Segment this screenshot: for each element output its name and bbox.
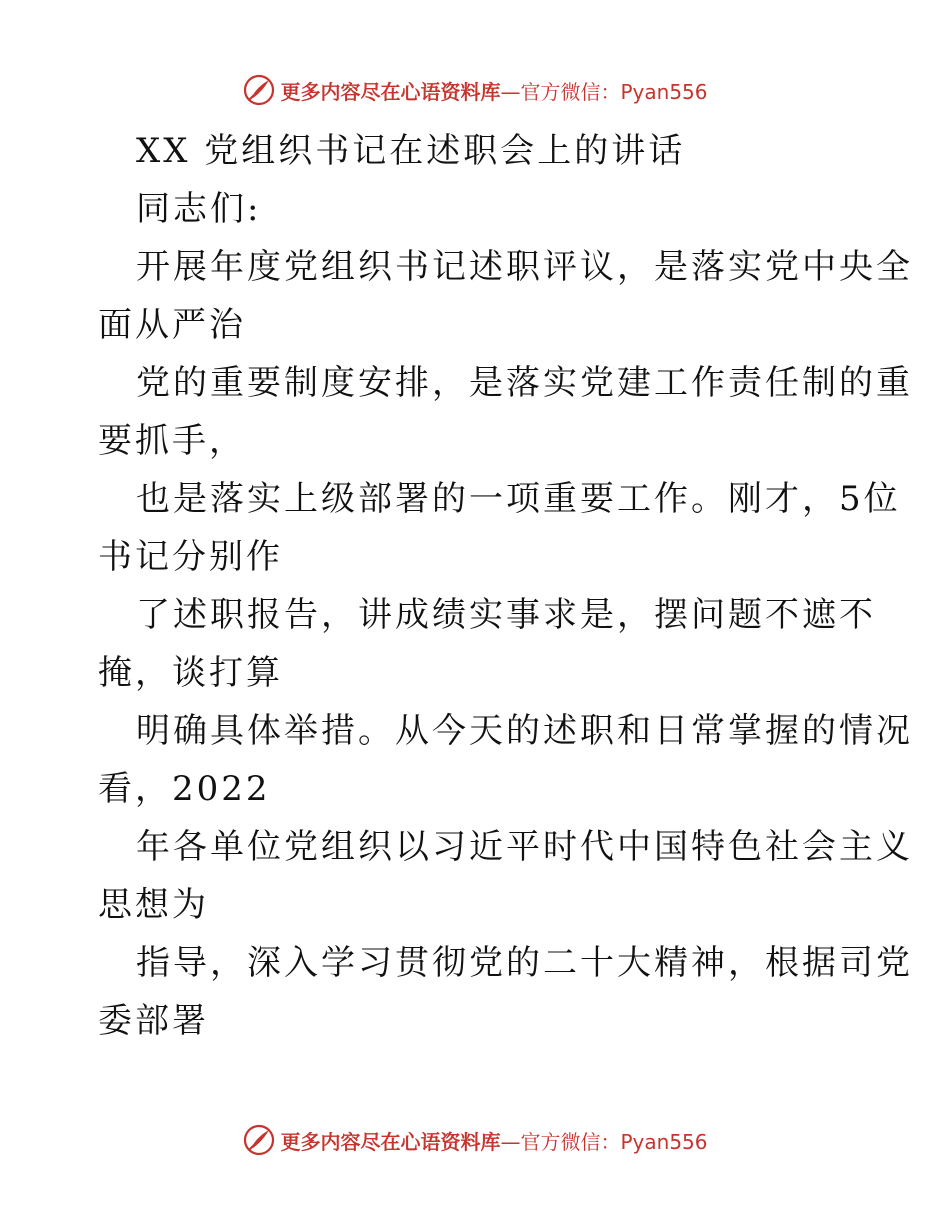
paragraph-line: 要抓手， — [98, 421, 246, 461]
paragraph-line: 也是落实上级部署的一项重要工作。刚才，5位 — [136, 479, 901, 519]
document-title: XX 党组织书记在述职会上的讲话 — [136, 131, 686, 171]
watermark-label: 官方微信： — [520, 79, 621, 104]
watermark-dash: — — [500, 1129, 521, 1154]
watermark-wechat-id: Pyan556 — [620, 79, 708, 104]
watermark-text — [280, 1126, 707, 1155]
paragraph-line: 看，2022 — [98, 769, 271, 809]
watermark-wechat-id: Pyan556 — [620, 1129, 708, 1154]
paragraph-line: 指导，深入学习贯彻党的二十大精神，根据司党 — [136, 943, 913, 983]
watermark-brand: 更多内容尽在心语资料库 — [280, 1129, 501, 1154]
paragraph-line: 年各单位党组织以习近平时代中国特色社会主义 — [136, 827, 913, 867]
paragraph-line: 掩，谈打算 — [98, 653, 283, 693]
quill-pen-logo-icon — [242, 1123, 276, 1157]
watermark-brand: 更多内容尽在心语资料库 — [280, 79, 501, 104]
paragraph-line: 开展年度党组织书记述职评议，是落实党中央全 — [136, 247, 913, 287]
watermark-footer — [0, 1120, 950, 1160]
paragraph-line: 书记分别作 — [98, 537, 283, 577]
paragraph-line: 明确具体举措。从今天的述职和日常掌握的情况 — [136, 711, 913, 751]
document-body — [98, 122, 913, 1050]
paragraph-line: 委部署 — [98, 1001, 209, 1041]
watermark-label: 官方微信： — [520, 1129, 621, 1154]
paragraph-line: 思想为 — [98, 885, 209, 925]
watermark-dash: — — [500, 79, 521, 104]
document-salutation: 同志们: — [136, 189, 262, 229]
paragraph-line: 党的重要制度安排，是落实党建工作责任制的重 — [136, 363, 913, 403]
paragraph-line: 面从严治 — [98, 305, 246, 345]
quill-pen-logo-icon — [242, 73, 276, 107]
paragraph-line: 了述职报告，讲成绩实事求是，摆问题不遮不 — [136, 595, 876, 635]
watermark-text — [280, 76, 707, 105]
watermark-header — [0, 70, 950, 110]
